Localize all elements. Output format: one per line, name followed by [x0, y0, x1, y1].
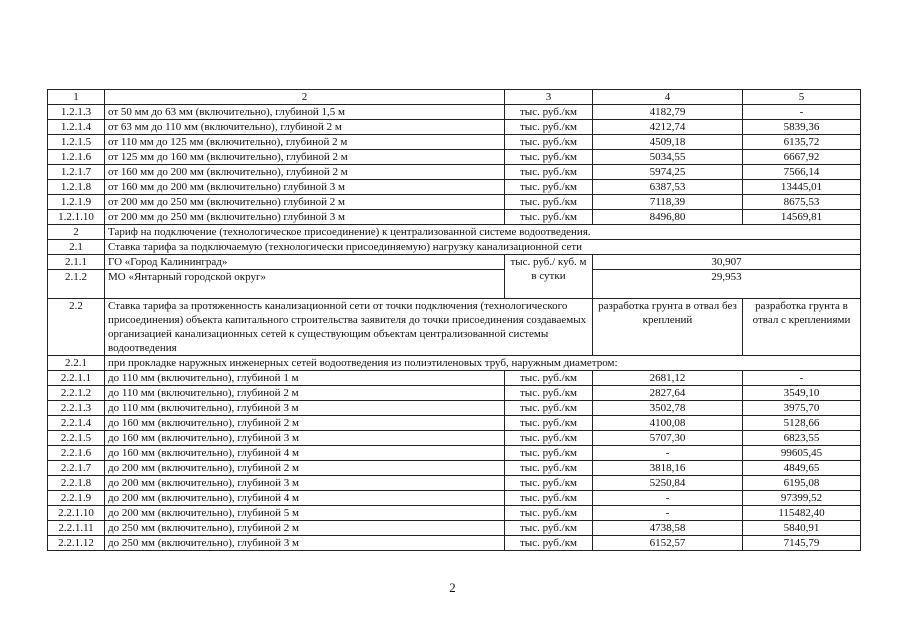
table-row: [48, 461, 861, 476]
value-without-supports: 3818,16: [593, 461, 743, 476]
value-with-supports: 3975,70: [743, 401, 861, 416]
value-with-supports: 99605,45: [743, 446, 861, 461]
value-without-supports: 4212,74: [593, 120, 743, 135]
row-name: от 160 мм до 200 мм (включительно) глубиной 3 м: [105, 180, 505, 195]
value-without-supports: 6152,57: [593, 536, 743, 551]
value-with-supports: 6135,72: [743, 135, 861, 150]
value-with-supports: 6667,92: [743, 150, 861, 165]
row-number: 2.2.1.9: [48, 491, 105, 506]
row-number: 2.2.1.1: [48, 371, 105, 386]
tariff-table: [47, 89, 861, 551]
value-without-supports: 4182,79: [593, 105, 743, 120]
row-number: 2.2.1.5: [48, 431, 105, 446]
value-without-supports: 2827,64: [593, 386, 743, 401]
row-name: до 200 мм (включительно), глубиной 5 м: [105, 506, 505, 521]
row-unit: тыс. руб./км: [505, 431, 593, 446]
row-unit: тыс. руб./км: [505, 150, 593, 165]
value-with-supports: 97399,52: [743, 491, 861, 506]
section-title: Тариф на подключение (технологическое присоединение) к централизованной системе водоотведения.: [105, 225, 861, 240]
value-with-supports: 3549,10: [743, 386, 861, 401]
table-row: [48, 521, 861, 536]
row-number: 1.2.1.6: [48, 150, 105, 165]
value-with-supports: 6195,08: [743, 476, 861, 491]
value-with-supports: 4849,65: [743, 461, 861, 476]
row-name: от 200 мм до 250 мм (включительно) глубиной 2 м: [105, 195, 505, 210]
row-unit: тыс. руб./км: [505, 195, 593, 210]
value-without-supports: 3502,78: [593, 401, 743, 416]
row-name: от 110 мм до 125 мм (включительно), глубиной 2 м: [105, 135, 505, 150]
row-name: до 200 мм (включительно), глубиной 4 м: [105, 491, 505, 506]
row-unit: тыс. руб./км: [505, 416, 593, 431]
value-without-supports: 5250,84: [593, 476, 743, 491]
value-without-supports: 4100,08: [593, 416, 743, 431]
row-name: от 200 мм до 250 мм (включительно) глубиной 3 м: [105, 210, 505, 225]
value-without-supports: -: [593, 491, 743, 506]
row-number: 2.1: [48, 240, 105, 255]
value-without-supports: 5707,30: [593, 431, 743, 446]
row-unit: тыс. руб./км: [505, 386, 593, 401]
value-with-supports: 8675,53: [743, 195, 861, 210]
value-without-supports: 8496,80: [593, 210, 743, 225]
row-name: до 250 мм (включительно), глубиной 2 м: [105, 521, 505, 536]
row-name: от 160 мм до 200 мм (включительно), глубиной 2 м: [105, 165, 505, 180]
row-number: 2.1.1: [48, 255, 105, 270]
value-with-supports: 7145,79: [743, 536, 861, 551]
section-2-1-row: [48, 240, 861, 255]
value-with-supports: 14569,81: [743, 210, 861, 225]
table-row: [48, 386, 861, 401]
table-row: [48, 491, 861, 506]
value-with-supports: 115482,40: [743, 506, 861, 521]
row-unit: тыс. руб./км: [505, 210, 593, 225]
table-row: [48, 180, 861, 195]
row-unit: тыс. руб./км: [505, 476, 593, 491]
value-with-supports: 6823,55: [743, 431, 861, 446]
value-with-supports: -: [743, 371, 861, 386]
row-number: 2.2.1.11: [48, 521, 105, 536]
row-unit: тыс. руб./км: [505, 521, 593, 536]
value-without-supports: 4738,58: [593, 521, 743, 536]
table-row: [48, 401, 861, 416]
table-row: [48, 165, 861, 180]
table-row: [48, 195, 861, 210]
table-row: [48, 431, 861, 446]
row-number: 1.2.1.7: [48, 165, 105, 180]
row-name: до 200 мм (включительно), глубиной 2 м: [105, 461, 505, 476]
row-number: 1.2.1.5: [48, 135, 105, 150]
value-with-supports: 7566,14: [743, 165, 861, 180]
row-unit: тыс. руб./ куб. м в сутки: [505, 255, 593, 299]
row-number: 1.2.1.3: [48, 105, 105, 120]
table-row: [48, 371, 861, 386]
table-row: [48, 416, 861, 431]
row-number: 2.2.1.6: [48, 446, 105, 461]
row-name: до 160 мм (включительно), глубиной 3 м: [105, 431, 505, 446]
row-name: до 250 мм (включительно), глубиной 3 м: [105, 536, 505, 551]
row-name: МО «Янтарный городской округ»: [105, 270, 505, 299]
row-unit: тыс. руб./км: [505, 120, 593, 135]
row-unit: тыс. руб./км: [505, 105, 593, 120]
header-cell: 2: [105, 90, 505, 105]
row-name: до 200 мм (включительно), глубиной 3 м: [105, 476, 505, 491]
section-title: Ставка тарифа за подключаемую (технологически присоединяемую) нагрузку канализационной сети: [105, 240, 861, 255]
row-unit: тыс. руб./км: [505, 506, 593, 521]
row-number: 1.2.1.10: [48, 210, 105, 225]
value-without-supports: -: [593, 446, 743, 461]
value-with-supports: 13445,01: [743, 180, 861, 195]
row-value: 29,953: [593, 270, 861, 299]
header-cell: 4: [593, 90, 743, 105]
row-number: 2.2.1: [48, 356, 105, 371]
row-number: 2.2.1.10: [48, 506, 105, 521]
row-name: до 160 мм (включительно), глубиной 4 м: [105, 446, 505, 461]
table-row: [48, 446, 861, 461]
table-row: [48, 506, 861, 521]
row-name: ГО «Город Калининград»: [105, 255, 505, 270]
row-number: 2.2.1.12: [48, 536, 105, 551]
value-without-supports: 7118,39: [593, 195, 743, 210]
table-row: [48, 105, 861, 120]
section-title: при прокладке наружных инженерных сетей водоотведения из полиэтиленовых труб, наружным диаметром:: [105, 356, 861, 371]
section1-rows: [48, 105, 861, 225]
row-name: до 110 мм (включительно), глубиной 1 м: [105, 371, 505, 386]
value-with-supports: 5840,91: [743, 521, 861, 536]
row-unit: тыс. руб./км: [505, 165, 593, 180]
row-name: до 160 мм (включительно), глубиной 2 м: [105, 416, 505, 431]
section-2-2-row: [48, 299, 861, 356]
header-row: [48, 90, 861, 105]
row-unit: тыс. руб./км: [505, 491, 593, 506]
row-name: до 110 мм (включительно), глубиной 2 м: [105, 386, 505, 401]
value-without-supports: -: [593, 506, 743, 521]
value-with-supports: 5128,66: [743, 416, 861, 431]
value-with-supports: -: [743, 105, 861, 120]
page-number: 2: [449, 580, 456, 595]
table-row: [48, 210, 861, 225]
header-cell: 5: [743, 90, 861, 105]
row-unit: тыс. руб./км: [505, 536, 593, 551]
row-2-1-1: [48, 255, 861, 270]
value-without-supports: 4509,18: [593, 135, 743, 150]
row-unit: тыс. руб./км: [505, 401, 593, 416]
value-without-supports: 5974,25: [593, 165, 743, 180]
row-unit: тыс. руб./км: [505, 135, 593, 150]
row-number: 2.2.1.8: [48, 476, 105, 491]
row-number: 2.2: [48, 299, 105, 356]
row-number: 2: [48, 225, 105, 240]
value-without-supports: 2681,12: [593, 371, 743, 386]
header-cell: 1: [48, 90, 105, 105]
section-title: Ставка тарифа за протяженность канализационной сети от точки подключения (технологического присоединения) объекта капитального строительства заявителя до точки присоединения создаваемых организацией канализационных сетей к существующим объектам централизованной системы водоотведения: [105, 299, 593, 356]
row-name: от 50 мм до 63 мм (включительно), глубиной 1,5 м: [105, 105, 505, 120]
table-row: [48, 135, 861, 150]
row-unit: тыс. руб./км: [505, 371, 593, 386]
section-2-2-1-row: [48, 356, 861, 371]
value-without-supports: 5034,55: [593, 150, 743, 165]
row-number: 1.2.1.4: [48, 120, 105, 135]
row-number: 2.2.1.2: [48, 386, 105, 401]
table-row: [48, 120, 861, 135]
row-value: 30,907: [593, 255, 861, 270]
row-number: 2.1.2: [48, 270, 105, 299]
row-number: 2.2.1.3: [48, 401, 105, 416]
column-note: разработка грунта в отвал без креплений: [593, 299, 743, 356]
header-cell: 3: [505, 90, 593, 105]
value-without-supports: 6387,53: [593, 180, 743, 195]
row-2-1-2: [48, 270, 861, 299]
row-number: 2.2.1.7: [48, 461, 105, 476]
section2-rows: [48, 371, 861, 551]
column-note: разработка грунта в отвал с креплениями: [743, 299, 861, 356]
table-row: [48, 536, 861, 551]
row-number: 1.2.1.8: [48, 180, 105, 195]
table-row: [48, 476, 861, 491]
row-unit: тыс. руб./км: [505, 461, 593, 476]
row-name: от 63 мм до 110 мм (включительно), глубиной 2 м: [105, 120, 505, 135]
row-unit: тыс. руб./км: [505, 446, 593, 461]
row-number: 1.2.1.9: [48, 195, 105, 210]
row-name: до 110 мм (включительно), глубиной 3 м: [105, 401, 505, 416]
row-unit: тыс. руб./км: [505, 180, 593, 195]
row-number: 2.2.1.4: [48, 416, 105, 431]
table-row: [48, 150, 861, 165]
row-name: от 125 мм до 160 мм (включительно), глубиной 2 м: [105, 150, 505, 165]
value-with-supports: 5839,36: [743, 120, 861, 135]
section-2-row: [48, 225, 861, 240]
